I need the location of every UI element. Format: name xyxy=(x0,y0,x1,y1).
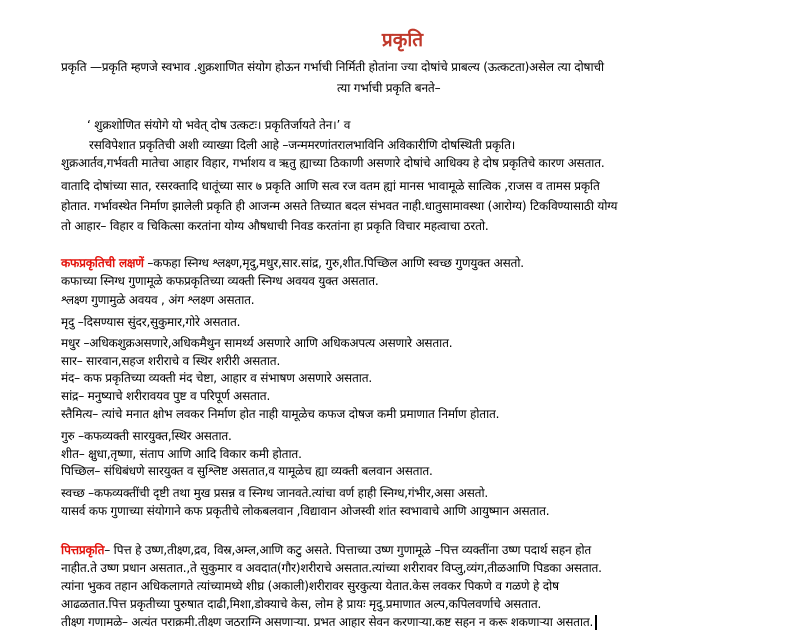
kapha-line-11: पिच्छिल– संधिबंधणे सारयुक्त व सुश्लिष्ट असतात,व यामूळेच ह्या व्यक्ती बलवान असतात. xyxy=(61,464,433,478)
kapha-line-2: श्लक्ष्ण गुणामुळे अवयव , अंग श्लक्ष्ण असतात. xyxy=(61,293,255,307)
kapha-line-7: सांद्र– मनुष्याचे शरीरावयव पुष्ट व परिपूर्ण असतात. xyxy=(61,389,271,403)
pitta-line-2: त्यांना भुकव तहान अधिकलागते त्यांच्यामध्ये शीघ्र (अकाली)शरीरावर सुरकुत्या येतात.केस लवकर पिकणे व गळणे हे दोष xyxy=(61,579,559,593)
para1-line-3: वातादि दोषांच्या सात, रसरक्तादि धातूंच्या सार ७ प्रकृति आणि सत्व रज वतम ह्यां मानस भावामूळे सात्विक ,राजस व तामस प्रकृति xyxy=(61,179,600,193)
pitta-line-1: नाहीत.ते उष्ण प्रधान असतात.,ते सुकुमार व अवदात(गौर)शरीराचे असतात.त्यांच्या शरीरावर विप्लु,व्यंग,तीळआणि पिडका असतात. xyxy=(61,561,602,575)
kapha-line-5: सार– सारवान,सहज शरीराचे व स्थिर शरीरी असतात. xyxy=(61,354,281,368)
para1-line-1: रसविपेशात प्रकृतिची अशी व्याख्या दिली आहे –जन्ममरणांतरालभाविनि अविकारीणि दोषस्थिती प्रकृति। xyxy=(89,138,516,152)
kapha-line-4: मधुर –अधिकशुक्रअसणारे,अधिकमैथुन सामर्थ्य असणारे आणि अधिकअपत्य असणारे असतात. xyxy=(61,336,453,350)
intro-line-1: प्रकृति —प्रकृति म्हणजे स्वभाव .शुक्रशाणित संयोग होऊन गर्भाची निर्मिती होतांना ज्या दोषांचे प्राबल्य (ऊत्कटता)असेल त्या दोषाची xyxy=(61,60,604,74)
kapha-line-9: गुरु –कफव्यक्ती सारयुक्त,स्थिर असतात. xyxy=(61,429,232,443)
kapha-line-1: कफाच्या स्निग्ध गुणामूळे कफप्रकृतिच्या व्यक्ती स्निग्ध अवयव युक्त असतात. xyxy=(61,274,379,288)
text-cursor xyxy=(595,615,597,630)
pitta-line-4 xyxy=(61,613,597,631)
pitta-line-3: आढळतात.पित्त प्रकृतीच्या पुरुषात दाढी,मिशा,डोक्याचे केस, लोम हे प्रायः मृदु.प्रमाणात अल्प,कपिलवर्णाचे असतात. xyxy=(61,597,542,611)
intro-line-2: त्या गर्भाची प्रकृति बनते– xyxy=(337,81,441,95)
pitta-heading: पित्तप्रकृति xyxy=(61,543,105,557)
para1-line-2: शुक्रआर्तव,गर्भवती मातेचा आहार विहार, गर्भाशय व ऋतु ह्याच्या ठिकाणी असणारे दोषांचे आधिक्य हे दोष प्रकृतिचे कारण असतात. xyxy=(61,156,605,170)
shloka-line: ‘ शुक्रशोणित संयोगे यो भवेत् दोष उत्कटः। प्रकृतिर्जायते तेन।’ व xyxy=(87,118,351,132)
kapha-line-8: स्तैमित्य– त्यांचे मनात क्षोभ लवकर निर्माण होत नाही यामूळेच कफज दोषज कमी प्रमाणात निर्माण होतात. xyxy=(61,407,500,421)
pitta-lead-line xyxy=(61,541,591,559)
para1-line-5: तो आहार– विहार व चिकित्सा करतांना योग्य औषधाची निवड करतांना हा प्रकृति विचार महत्वाचा ठरतो. xyxy=(61,219,489,233)
kapha-line-10: शीत– क्षुधा,तृष्णा, संताप आणि आदि विकार कमी होतात. xyxy=(61,447,302,461)
kapha-line-6: मंद– कफ प्रकृतिच्या व्यक्ती मंद चेष्टा, आहार व संभाषण असणारे असतात. xyxy=(61,371,372,385)
kapha-heading: कफप्रकृतिची लक्षणें xyxy=(61,256,144,270)
kapha-line-12: स्वच्छ –कफव्यक्तींची दृष्टी तथा मुख प्रसन्न व स्निग्ध जानवते.त्यांचा वर्ण हाही स्निग्ध,गंभीर,असा असतो. xyxy=(61,486,488,500)
kapha-line-13: यासर्व कफ गुणाच्या संयोगाने कफ प्रकृतीचे लोकबलवान ,विद्यावान ओजस्वी शांत स्वभावाचे आणि आयुष्मान असतात. xyxy=(61,504,550,518)
kapha-lead-text: –कफहा स्निग्ध श्लक्ष्ण,मृदु,मधुर,सार.सांद्र, गुरु,शीत.पिच्छिल आणि स्वच्छ गुणयुक्त असतो. xyxy=(143,256,524,270)
kapha-lead-line xyxy=(61,254,524,272)
page-title: प्रकृति xyxy=(381,29,424,51)
pitta-lead-text: – पित्त हे उष्ण,तीक्ष्ण,द्रव, विस्र,अम्ल,आणि कटु असते. पित्ताच्या उष्ण गुणामूळे –पित्त व्यक्तींना उष्ण पदार्थ सहन होत xyxy=(104,543,592,557)
pitta-line-4-text: तीक्ष्ण गणामळे– अत्यंत पराक्रमी.तीक्ष्ण जठराग्नि असणाऱ्या. प्रभत आहार सेवन करणाऱ्या.कष्ट सहन न करू शकणाऱ्या असतात. xyxy=(61,615,594,629)
para1-line-4: होतात. गर्भावस्थेत निर्माण झालेली प्रकृति ही आजन्म असते तिच्यात बदल संभवत नाही.धातुसामावस्था (आरोग्य) टिकविण्यासाठी योग्य xyxy=(61,199,618,213)
kapha-line-3: मृदु –दिसण्यास सुंदर,सुकुमार,गोरे असतात. xyxy=(61,315,241,329)
